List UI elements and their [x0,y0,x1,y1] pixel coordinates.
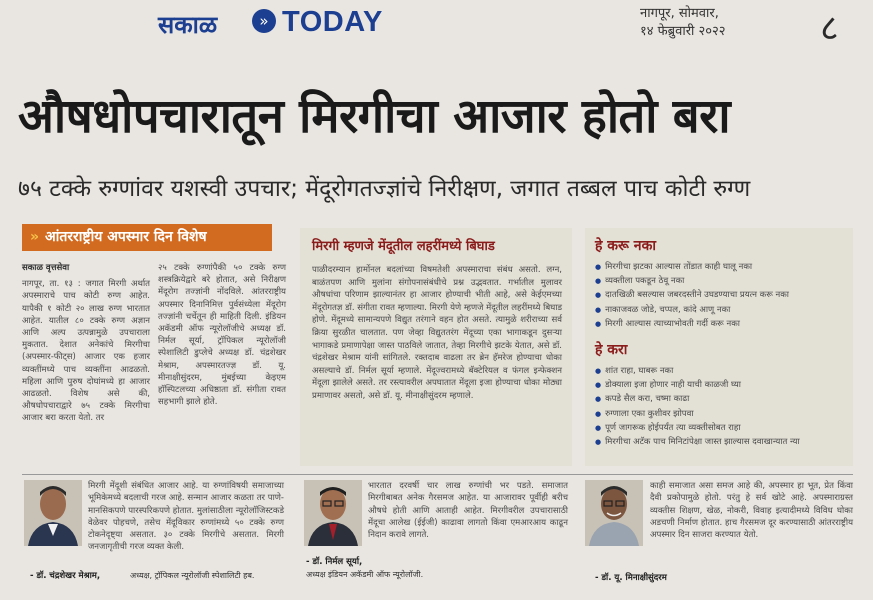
article-text-2: २५ टक्के रुग्णांपैकी ५० टक्के रुग्ण शस्त्रक्रियेद्वारे बरे होतात, असे निरीक्षण मेंदूरोग तज्ज्ञांनी नोंदविले. आंतरराष्ट्रीय अपस्मार दिनानिमित्त पुर्वसंध्येला मेंदूरोग तज्ज्ञांनी चर्चेतून ही माहिती दिली. इंडियन अकॅडमी ऑफ न्यूरोलॉजीचे अध्यक्ष डॉ. निर्मल सूर्या, ट्रॉपिकल न्यूरोलॉजी स्पेशालिटी डुप्लेचे अध्यक्ष डॉ. चंद्रशेखर मेश्राम, अपस्मारतज्ज्ञ डॉ. यू. मीनाक्षीसुंदरम, मुंबईच्या केइएम हॉस्पिटलच्या अधिष्ठाता डॉ. संगीता रावत सहभागी झाले होते. [158,263,286,408]
quote-2-name: - डॉ. निर्मल सूर्या, [306,557,363,567]
byline: सकाळ वृत्तसेवा [22,263,70,273]
headline: औषधोपचारातून मिरगीचा आजार होतो बरा [18,89,731,144]
brand-arrow-icon: » [252,9,276,33]
dont-item: ● दातखिळी बसल्यास जबरदस्तीने उघडण्याचा प्रयत्न करू नका [595,288,845,302]
do-item: ● डोक्याला इजा होणार नाही याची काळजी घ्या [595,378,845,392]
dateline-place: नागपूर, सोमवार, [640,6,719,21]
info-box-brain-waves [300,228,572,466]
dateline-date: १४ फेब्रुवारी २०२२ [640,24,726,39]
person-icon [24,480,82,546]
page-number: ८ [820,8,839,49]
dont-item: ● मिरगी आल्यास त्याच्याभोवती गर्दी करू नका [595,317,845,331]
portrait-photo-meenakshisundaram [585,480,643,546]
quote-1-name: - डॉ. चंद्रशेखर मेश्राम, [30,571,101,581]
person-icon [585,480,643,546]
chevron-right-icon: » [30,229,40,245]
quote-3-text: काही समाजात असा समज आहे की, अपस्मार हा भूत, प्रेत किंवा दैवी प्रकोपामुळे होतो. परंतु हे सर्व खोटे आहे. अपस्माराग्रस्त व्यक्तीस शिक्षण, खेळ, नोकरी, विवाह इत्यादीमध्ये विविध घोका अडचणी निर्माण होतात. हाच गैरसमज दूर करण्यासाठी आंतरराष्ट्रीय अपस्मार दिन साजरा करण्यात येतो. [650,481,853,541]
dont-item: ● व्यक्तीला पकडून ठेवू नका [595,274,845,288]
quote-3-name: - डॉ. यू. मिनाक्षीसुंदरम [595,573,667,583]
dateline [640,5,726,41]
info-box-body: पाळीदरम्यान हार्मोनल बदलांच्या विषमतेशी अपस्माराचा संबंध असतो. लग्न, बाळंतपण आणि मुलांना संगोपनासंबंधीचे प्रश्न उद्भवतात. गर्भातील मुलावर औषधांचा परिणाम झाल्यानंतर हा आजार होण्याची भीती आहे, असे केईएमच्या मेंदूरोगतज्ञ डॉ. संगीता रावत म्हणाल्या. मिरगी येणे म्हणजे मेंदूतील लहरींमध्ये बिघाड होणे. मेंदूमध्ये सामान्यपणे विद्युत तरंगाने वहन होत असते. त्यामुळे शरीराच्या सर्व क्रिया सुरळीत चालतात. पण जेव्हा विद्युततरंग मेंदूच्या एका भागाकडून दुसऱ्या भागाकडे प्रमाणापेक्षा जास्त पाठविले जातात, तेव्हा मिरगीचे झटके येतात, असे डॉ. चंद्रशेखर मेश्राम यांनी सांगितले. रक्तदाब वाढला तर ब्रेन हॅमरेज होण्याचा धोका असल्याचे डॉ. निर्मल सूर्या म्हणाले. मेंदूज्वरामध्ये बॅक्टेरियल व फंगल इन्फेक्शन मेंदूला झालेले असते. तर रस्त्यावरील अपघातात मेंदूला इजा होण्याचा धोका मोठ्या प्रमाणावर असतो, असे डॉ. यू. मीनाक्षीसुंदरम म्हणाले. [312,265,562,401]
quote-2-role: अध्यक्ष इंडियन अकॅडमी ऑफ न्यूरोलॉजी. [306,570,424,579]
dont-list [595,260,845,331]
dont-item: ● मिरगीचा झटका आल्यास तोंडात काही घालू नका [595,260,845,274]
section-tag-label: आंतरराष्ट्रीय अपस्मार दिन विशेष [45,229,207,245]
person-icon [304,480,362,546]
portrait-photo-surya [304,480,362,546]
portrait-photo-meshram [24,480,82,546]
do-list [595,364,845,449]
quote-1-role: अध्यक्ष, ट्रॉपिकल न्यूरोलॉजी स्पेशालिटी हब. [130,571,255,580]
edition-name: TODAY [282,6,383,38]
article-text-1: नागपूर, ता. १३ : जगात मिरगी अर्थात अपस्माराचे पाच कोटी रुग्ण आहेत. यापैकी १ कोटी २० लाख रुग्ण भारतात आहेत. यातील ८० टक्के रुग्ण अज्ञान आणि अल्प उत्पन्नामुळे उपचाराला मुकतात. देशात अनेकांचे मिरगीचा (अपस्मार-फीट्स) आजार एक हजार व्यक्तींमध्ये पाच व्यक्तींना आढळतो. महिला आणि पुरुष दोघांमध्ये हा आजार आढळतो. विशेष असे की, औषधोपचाराद्वारे ७५ टक्के मिरगीचा आजार बरा करता येतो. तर [22,279,150,424]
dont-item: ● नाकाजवळ जोडे, चप्पल, कांदे आणू नका [595,303,845,317]
quote-1-text: मिरगी मेंदूशी संबंधित आजार आहे. या रुग्णांविषयी समाजाच्या भूमिकेमध्ये बदलाची गरज आहे. सन्मान आजार कळता तर पाणे-मानसिकपणे पारस्परिकपणे होतात. मुलांसाठीला न्यूरोलॉजिस्टकडे वेळेवर पोहचणे, तसेच मेंदूविकार रुग्णांमध्ये ५० टक्के रुग्ण टोकनेदृष्ट्या असतात. ३० टक्के मिरगीचे असतात. मिरगी जनजागृतीची गरज व्यक्त केली. [88,481,284,553]
dont-title: हे करू नका [595,238,656,254]
do-item: ● शांत राहा, घाबरू नका [595,364,845,378]
section-tag [22,224,272,251]
do-item: ● मिरगीचा अटॅक पाच मिनिटांपेक्षा जास्त झाल्यास दवाखान्यात न्या [595,435,845,449]
do-title: हे करा [595,342,628,358]
do-item: ● कपडे सैल करा, चष्मा काढा [595,392,845,406]
article-column-2 [158,262,286,408]
dos-donts-box [585,228,853,466]
do-item: ● पूर्ण जागरूक होईपर्यंत त्या व्यक्तीसोबत राहा [595,421,845,435]
quote-2-text: भारतात दरवर्षी चार लाख रुग्णांची भर पडते. समाजात मिरगीबाबत अनेक गैरसमज आहेत. या आजारावर पूर्वीही बरीच औषधे होती आणि आताही आहेत. मिरगीवरील उपचारासाठी मेंदूचा आलेख (ईईजी) काढावा लागतो किंवा एमआरआय काढून निदान करावे लागते. [368,481,568,541]
do-item: ● रुग्णाला एका कुशीवर झोपवा [595,407,845,421]
article-column-1 [22,262,150,425]
info-box-title: मिरगी म्हणजे मेंदूतील लहरींमध्ये बिघाड [312,239,495,254]
brand-name: सकाळ [158,11,218,39]
masthead [0,0,873,52]
subheadline: ७५ टक्के रुग्णांवर यशस्वी उपचार; मेंदूरोगतज्ज्ञांचे निरीक्षण, जगात तब्बल पाच कोटी रुग्ण [18,176,751,202]
divider [22,474,853,475]
